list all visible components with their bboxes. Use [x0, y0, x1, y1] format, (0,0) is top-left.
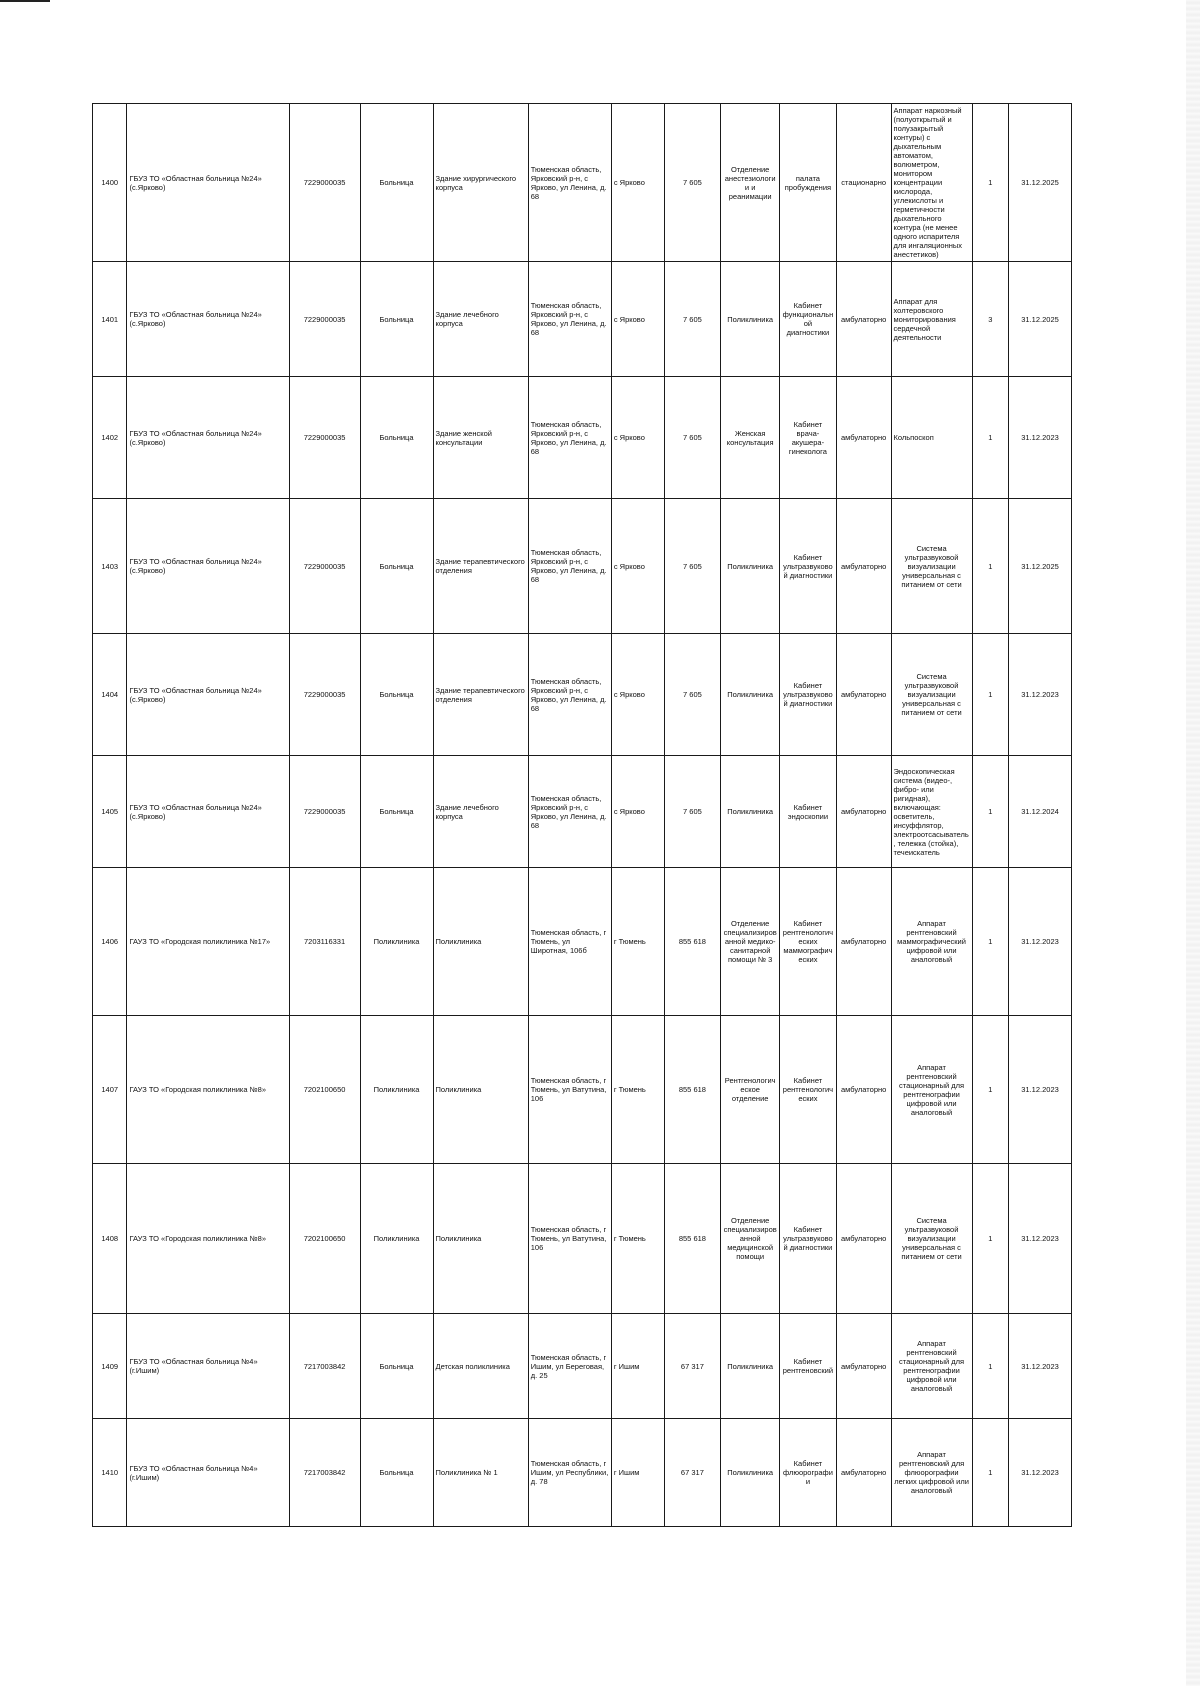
- cell-room: Кабинет рентгенологических: [780, 1016, 837, 1164]
- cell-facility-type: Больница: [360, 1314, 433, 1419]
- cell-equipment-description: Аппарат рентгеновский маммографический цифровой или аналоговый: [891, 868, 972, 1016]
- cell-organization-name: ГБУЗ ТО «Областная больница №24» (с.Ярково): [127, 377, 289, 499]
- cell-department: Отделение специализированной медико-санитарной помощи № 3: [721, 868, 780, 1016]
- cell-care-mode: амбулаторно: [836, 1016, 891, 1164]
- cell-address: Тюменская область, г Ишим, ул Республики, д. 78: [528, 1419, 611, 1527]
- cell-care-mode: амбулаторно: [836, 262, 891, 377]
- cell-room: палата пробуждения: [780, 104, 837, 262]
- cell-inn-code: 7202100650: [289, 1164, 360, 1314]
- cell-due-date: 31.12.2023: [1009, 1016, 1072, 1164]
- cell-population: 855 618: [664, 1016, 721, 1164]
- cell-locality: г Тюмень: [611, 868, 664, 1016]
- cell-department: Отделение специализированной медицинской помощи: [721, 1164, 780, 1314]
- cell-department: Поликлиника: [721, 634, 780, 756]
- cell-department: Поликлиника: [721, 499, 780, 634]
- cell-facility-type: Больница: [360, 499, 433, 634]
- cell-room: Кабинет ультразвуковой диагностики: [780, 634, 837, 756]
- cell-due-date: 31.12.2025: [1009, 262, 1072, 377]
- table-row: [93, 634, 1072, 756]
- cell-department: Рентгенологическое отделение: [721, 1016, 780, 1164]
- scan-edge-noise: [1186, 0, 1200, 1686]
- cell-facility-type: Поликлиника: [360, 1164, 433, 1314]
- table-row: [93, 756, 1072, 868]
- cell-inn-code: 7229000035: [289, 262, 360, 377]
- cell-quantity: 1: [972, 1016, 1008, 1164]
- cell-building-name: Детская поликлиника: [433, 1314, 528, 1419]
- cell-room: Кабинет рентгеновский: [780, 1314, 837, 1419]
- cell-building-name: Поликлиника № 1: [433, 1419, 528, 1527]
- cell-building-name: Поликлиника: [433, 868, 528, 1016]
- cell-facility-type: Больница: [360, 377, 433, 499]
- cell-building-name: Здание терапевтического отделения: [433, 499, 528, 634]
- cell-address: Тюменская область, г Тюмень, ул Ватутина, 106: [528, 1164, 611, 1314]
- cell-locality: г Тюмень: [611, 1164, 664, 1314]
- cell-due-date: 31.12.2024: [1009, 756, 1072, 868]
- cell-care-mode: стационарно: [836, 104, 891, 262]
- table-row: [93, 104, 1072, 262]
- cell-row-number: 1400: [93, 104, 127, 262]
- cell-inn-code: 7229000035: [289, 634, 360, 756]
- cell-quantity: 1: [972, 1419, 1008, 1527]
- cell-room: Кабинет врача-акушера-гинеколога: [780, 377, 837, 499]
- cell-population: 855 618: [664, 1164, 721, 1314]
- cell-locality: с Ярково: [611, 104, 664, 262]
- cell-inn-code: 7229000035: [289, 499, 360, 634]
- table-row: [93, 868, 1072, 1016]
- cell-inn-code: 7217003842: [289, 1419, 360, 1527]
- cell-population: 67 317: [664, 1314, 721, 1419]
- cell-population: 7 605: [664, 499, 721, 634]
- cell-equipment-description: Аппарат рентгеновский стационарный для рентгенографии цифровой или аналоговый: [891, 1016, 972, 1164]
- cell-due-date: 31.12.2025: [1009, 499, 1072, 634]
- cell-facility-type: Больница: [360, 634, 433, 756]
- cell-facility-type: Больница: [360, 1419, 433, 1527]
- cell-facility-type: Больница: [360, 262, 433, 377]
- cell-row-number: 1401: [93, 262, 127, 377]
- cell-row-number: 1403: [93, 499, 127, 634]
- cell-organization-name: ГБУЗ ТО «Областная больница №24» (с.Ярково): [127, 262, 289, 377]
- cell-row-number: 1402: [93, 377, 127, 499]
- cell-building-name: Поликлиника: [433, 1016, 528, 1164]
- cell-inn-code: 7229000035: [289, 377, 360, 499]
- cell-quantity: 1: [972, 104, 1008, 262]
- cell-due-date: 31.12.2023: [1009, 1164, 1072, 1314]
- cell-facility-type: Поликлиника: [360, 868, 433, 1016]
- cell-locality: с Ярково: [611, 756, 664, 868]
- cell-due-date: 31.12.2023: [1009, 634, 1072, 756]
- cell-organization-name: ГБУЗ ТО «Областная больница №24» (с.Ярково): [127, 634, 289, 756]
- cell-inn-code: 7203116331: [289, 868, 360, 1016]
- cell-locality: г Ишим: [611, 1314, 664, 1419]
- cell-building-name: Здание лечебного корпуса: [433, 756, 528, 868]
- cell-organization-name: ГАУЗ ТО «Городская поликлиника №17»: [127, 868, 289, 1016]
- cell-facility-type: Больница: [360, 104, 433, 262]
- cell-row-number: 1407: [93, 1016, 127, 1164]
- cell-address: Тюменская область, Ярковский р-н, с Ярково, ул Ленина, д. 68: [528, 756, 611, 868]
- cell-equipment-description: Система ультразвуковой визуализации универсальная с питанием от сети: [891, 634, 972, 756]
- cell-row-number: 1406: [93, 868, 127, 1016]
- cell-department: Поликлиника: [721, 1419, 780, 1527]
- cell-address: Тюменская область, Ярковский р-н, с Ярково, ул Ленина, д. 68: [528, 499, 611, 634]
- cell-locality: с Ярково: [611, 377, 664, 499]
- table-body: [93, 104, 1072, 1527]
- cell-room: Кабинет функциональной диагностики: [780, 262, 837, 377]
- table-row: [93, 377, 1072, 499]
- cell-quantity: 1: [972, 756, 1008, 868]
- cell-quantity: 1: [972, 1314, 1008, 1419]
- cell-row-number: 1408: [93, 1164, 127, 1314]
- cell-department: Отделение анестезиологии и реанимации: [721, 104, 780, 262]
- cell-department: Женская консультация: [721, 377, 780, 499]
- cell-population: 7 605: [664, 262, 721, 377]
- cell-locality: г Ишим: [611, 1419, 664, 1527]
- cell-facility-type: Поликлиника: [360, 1016, 433, 1164]
- cell-quantity: 1: [972, 499, 1008, 634]
- cell-locality: с Ярково: [611, 499, 664, 634]
- cell-due-date: 31.12.2023: [1009, 377, 1072, 499]
- cell-care-mode: амбулаторно: [836, 1419, 891, 1527]
- cell-address: Тюменская область, Ярковский р-н, с Ярково, ул Ленина, д. 68: [528, 634, 611, 756]
- cell-facility-type: Больница: [360, 756, 433, 868]
- cell-address: Тюменская область, г Тюмень, ул Широтная, 106б: [528, 868, 611, 1016]
- cell-equipment-description: Аппарат для холтеровского мониторирования сердечной деятельности: [891, 262, 972, 377]
- cell-due-date: 31.12.2023: [1009, 868, 1072, 1016]
- cell-building-name: Здание лечебного корпуса: [433, 262, 528, 377]
- cell-room: Кабинет флюорографии: [780, 1419, 837, 1527]
- cell-locality: с Ярково: [611, 262, 664, 377]
- cell-quantity: 1: [972, 634, 1008, 756]
- cell-care-mode: амбулаторно: [836, 1164, 891, 1314]
- table-row: [93, 1314, 1072, 1419]
- cell-inn-code: 7229000035: [289, 756, 360, 868]
- cell-building-name: Здание женской консультации: [433, 377, 528, 499]
- cell-care-mode: амбулаторно: [836, 634, 891, 756]
- cell-care-mode: амбулаторно: [836, 499, 891, 634]
- cell-organization-name: ГАУЗ ТО «Городская поликлиника №8»: [127, 1164, 289, 1314]
- cell-building-name: Поликлиника: [433, 1164, 528, 1314]
- cell-care-mode: амбулаторно: [836, 756, 891, 868]
- cell-room: Кабинет ультразвуковой диагностики: [780, 499, 837, 634]
- cell-building-name: Здание хирургического корпуса: [433, 104, 528, 262]
- cell-department: Поликлиника: [721, 262, 780, 377]
- cell-row-number: 1410: [93, 1419, 127, 1527]
- cell-building-name: Здание терапевтического отделения: [433, 634, 528, 756]
- cell-locality: г Тюмень: [611, 1016, 664, 1164]
- equipment-registry-table: [92, 103, 1072, 1527]
- cell-address: Тюменская область, г Ишим, ул Береговая, д. 25: [528, 1314, 611, 1419]
- table-row: [93, 499, 1072, 634]
- table-row: [93, 1164, 1072, 1314]
- cell-organization-name: ГБУЗ ТО «Областная больница №24» (с.Ярково): [127, 756, 289, 868]
- cell-row-number: 1404: [93, 634, 127, 756]
- scan-corner-mark: [0, 0, 50, 2]
- cell-room: Кабинет ультразвуковой диагностики: [780, 1164, 837, 1314]
- cell-organization-name: ГБУЗ ТО «Областная больница №4» (г.Ишим): [127, 1419, 289, 1527]
- cell-department: Поликлиника: [721, 1314, 780, 1419]
- cell-population: 7 605: [664, 634, 721, 756]
- cell-due-date: 31.12.2025: [1009, 104, 1072, 262]
- table-row: [93, 1419, 1072, 1527]
- cell-organization-name: ГБУЗ ТО «Областная больница №24» (с.Ярково): [127, 499, 289, 634]
- cell-quantity: 3: [972, 262, 1008, 377]
- cell-equipment-description: Кольпоскоп: [891, 377, 972, 499]
- cell-quantity: 1: [972, 377, 1008, 499]
- cell-row-number: 1405: [93, 756, 127, 868]
- cell-population: 7 605: [664, 104, 721, 262]
- cell-equipment-description: Аппарат наркозный (полуоткрытый и полузакрытый контуры) с дыхательным автоматом, волюметром, монитором концентрации кислорода, углекислоты и герметичности дыхательного контура (не менее одного испарителя для ингаляционных анестетиков): [891, 104, 972, 262]
- cell-department: Поликлиника: [721, 756, 780, 868]
- cell-due-date: 31.12.2023: [1009, 1314, 1072, 1419]
- cell-room: Кабинет рентгенологических маммографических: [780, 868, 837, 1016]
- cell-equipment-description: Аппарат рентгеновский стационарный для рентгенографии цифровой или аналоговый: [891, 1314, 972, 1419]
- cell-quantity: 1: [972, 868, 1008, 1016]
- cell-inn-code: 7229000035: [289, 104, 360, 262]
- cell-equipment-description: Система ультразвуковой визуализации универсальная с питанием от сети: [891, 499, 972, 634]
- table-row: [93, 262, 1072, 377]
- cell-care-mode: амбулаторно: [836, 868, 891, 1016]
- cell-organization-name: ГБУЗ ТО «Областная больница №4» (г.Ишим): [127, 1314, 289, 1419]
- cell-care-mode: амбулаторно: [836, 1314, 891, 1419]
- cell-inn-code: 7202100650: [289, 1016, 360, 1164]
- cell-inn-code: 7217003842: [289, 1314, 360, 1419]
- cell-address: Тюменская область, Ярковский р-н, с Ярково, ул Ленина, д. 68: [528, 377, 611, 499]
- cell-equipment-description: Аппарат рентгеновский для флюорографии легких цифровой или аналоговый: [891, 1419, 972, 1527]
- cell-population: 67 317: [664, 1419, 721, 1527]
- table-row: [93, 1016, 1072, 1164]
- cell-locality: с Ярково: [611, 634, 664, 756]
- cell-row-number: 1409: [93, 1314, 127, 1419]
- cell-due-date: 31.12.2023: [1009, 1419, 1072, 1527]
- cell-organization-name: ГАУЗ ТО «Городская поликлиника №8»: [127, 1016, 289, 1164]
- cell-equipment-description: Эндоскопическая система (видео-, фибро- или ригидная), включающая: осветитель, инсуффлятор, электроотсасыватель, тележка (стойка), течеискатель: [891, 756, 972, 868]
- cell-organization-name: ГБУЗ ТО «Областная больница №24» (с.Ярково): [127, 104, 289, 262]
- cell-population: 7 605: [664, 756, 721, 868]
- cell-population: 855 618: [664, 868, 721, 1016]
- cell-equipment-description: Система ультразвуковой визуализации универсальная с питанием от сети: [891, 1164, 972, 1314]
- cell-address: Тюменская область, г Тюмень, ул Ватутина, 106: [528, 1016, 611, 1164]
- cell-address: Тюменская область, Ярковский р-н, с Ярково, ул Ленина, д. 68: [528, 104, 611, 262]
- cell-quantity: 1: [972, 1164, 1008, 1314]
- cell-address: Тюменская область, Ярковский р-н, с Ярково, ул Ленина, д. 68: [528, 262, 611, 377]
- cell-room: Кабинет эндоскопии: [780, 756, 837, 868]
- cell-care-mode: амбулаторно: [836, 377, 891, 499]
- cell-population: 7 605: [664, 377, 721, 499]
